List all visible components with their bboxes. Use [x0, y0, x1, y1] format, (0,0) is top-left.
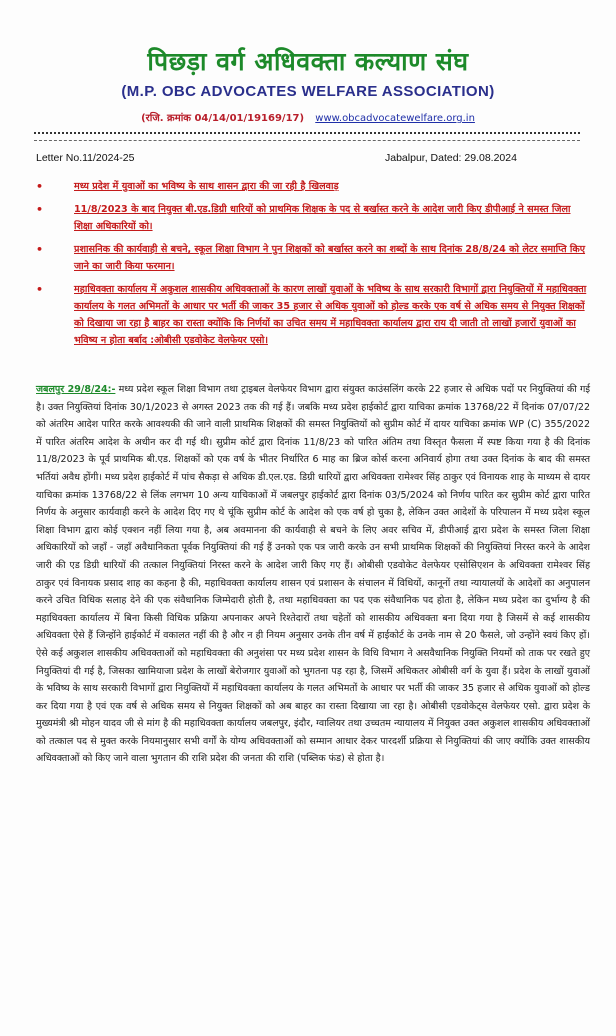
bullet-text: प्रशासनिक की कार्यवाही से बचने, स्कूल शिक्षा विभाग ने पुन शिक्षकों को बर्खास्त करने का शब्दों के साथ दिनांक 28/8/24 को लेटर समाप्ति किए जाने का जारी किया फरमान। — [74, 244, 586, 272]
bullet-text: महाधिवक्ता कार्यालय में अकुशल शासकीय अधिवक्ताओं के कारण लाखों युवाओं के भविष्य के साथ सरकारी विभागों द्वारा नियुक्तियों में महाधिवक्ता कार्यालय के गलत अभिमतों के आधार पर भर्ती की जाकर 35 हजार से अधिक युवाओं को होल्ड करके एक वर्ष से अधिक समय से नियुक्त शिक्षकों को दिखाया जा रहा है बाहर का रास्ता क्योंकि कि निर्णयों का उचित समय में महाधिवक्ता कार्यालय द्वारा राय दी जाती तो लाखों हजारों युवाओं का भविष्य न होता बर्बाद :ओबीसी एडवोकेट वेलफेयर एसो। — [74, 284, 587, 346]
dateline: जबलपुर 29/8/24:- — [36, 384, 116, 395]
bullet-icon: • — [36, 180, 44, 193]
bullet-icon: • — [36, 243, 44, 256]
registration-line — [0, 110, 616, 124]
bullet-item — [36, 178, 592, 195]
registration-number: (रजि. क्रमांक 04/14/01/19169/17) — [141, 113, 305, 124]
association-title-english: (M.P. OBC ADVOCATES WELFARE ASSOCIATION) — [121, 83, 495, 100]
bullet-icon: • — [36, 203, 44, 216]
press-release-body — [36, 381, 590, 768]
bullet-text: मध्य प्रदेश में युवाओं का भविष्य के साथ शासन द्वारा की जा रही है खिलवाड़ — [74, 181, 339, 192]
bullet-item — [36, 281, 592, 349]
body-text: मध्य प्रदेश स्कूल शिक्षा विभाग तथा ट्राइबल वेलफेयर विभाग द्वारा संयुक्त काउंसलिंग करके 22 हजार से अधिक पदों पर नियुक्तियां की गई है। उक्त नियुक्तियां दिनांक 30/1/2023 से अगस्त 2023 तक की गई हैं। जबकि मध्य प्रदेश हाईकोर्ट द्वारा याचिका क्रमांक 13768/22 में दिनांक 07/07/22 को अंतरिम आदेश पारित करके आवश्यकी की जाने वाली प्राथमिक शिक्षकों की समस्त नियुक्तियों को सुप्रीम कोर्ट में दायर याचिका क्रमांक WP (C) 355/2022 में पारित अंतरिम आदेश के अधीन कर दी गई थी। सुप्रीम कोर्ट द्वारा दिनांक 11/8/23 को पारित अंतिम तथा विस्तृत फैसला में स्पष्ट किया गया है की दिनांक 11/8/2023 के पूर्व प्राथमिक बी.एड. शिक्षकों को एक वर्ष के भीतर निर्धारित 6 माह का ब्रिज कोर्स करना अनिवार्य होगा तथा उक्त दिनांक के बाद की समस्त भर्तियां अवैध होंगी। मध्य प्रदेश हाईकोर्ट में पांच सैकड़ा से अधिक डी.एल.एड. डिग्री धारियों द्वारा अधिवक्ता रामेश्वर सिंह ठाकुर एवं विनायक शाह के माध्यम से दायर याचिका क्रमांक 13768/22 से लिंक लगभग 10 अन्य याचिकाओं में जबलपुर हाईकोर्ट द्वारा दिनांक 03/5/2024 को निर्णय पारित कर सुप्रीम कोर्ट द्वारा पारित निर्णय के अनुसार कार्यवाही करने के आदेश दिए गए थे चूंकि सुप्रीम कोर्ट के आदेश को एक वर्ष हो चुका है, लेकिन उक्त आदेशों के परिपालन में मध्य प्रदेश स्कूल शिक्षा विभाग द्वारा कोई एक्शन नहीं लिया गया है, अब अवमानना की कार्यवाही से बचने के लिए अवर सचिव में, डीपीआई द्वारा प्रदेश के समस्त जिला शिक्षा अधिकारियों को जहाँ - जहाँ अवैधानिकता पूर्वक नियुक्तियां की गई हैं उनको एक पत्र जारी करके उन सभी प्राथमिक शिक्षकों की नियुक्तियां निरस्त करने के आदेश जारी की एड डिग्री धारियों की तत्काल नियुक्तियां निरस्त करने के आदेश जारी किए गए हैं। ओबीसी एडवोकेट वेलफेयर एसोसिएशन के अधिवक्ता रामेश्वर सिंह ठाकुर एवं विनायक प्रसाद शाह का कहना है की, महाधिवक्ता कार्यालय शासन एवं प्रशासन के संचालन में विधियों, कानूनों तथा न्यायालयों के आदेशों का अनुपालन करने उचित विधिक सलाह देने की एक संवैधानिक जिम्मेदारी होती है, तथा महाधिवक्ता का पद एक संवैधानिक पद होता है, लेकिन मध्य प्रदेश का दुर्भाग्य है की महाधिवक्ता कार्यालय में बिना किसी विधिक प्रक्रिया अपनाकर अपने रिश्तेदारों तथा चहेतों को शासकीय अधिवक्ता बना दिया गया है जिसमें से कई शासकीय अधिवक्ता ऐसे हैं जिन्होंने हाईकोर्ट में वकालत नहीं की है और न ही नियम अनुसार उनके तीन वर्ष में हाईकोर्ट के उनके नाम से 20 फैसले, जो उन्होंने स्वयं किए हों। ऐसे कई अकुशल शासकीय अधिवक्ताओं को महाधिवक्ता की अनुशंसा पर मध्य प्रदेश शासन के विधि विभाग ने असवैधानिक नियुक्ति नियमों को ताक पर रखते हुए नियुक्तियां दी गई है, जिसका खामियाजा प्रदेश के लाखों बेरोजगार युवाओं को भुगतना पड़ रहा है, जिसमें अधिकतर ओबीसी वर्ग के युवा हैं। प्रदेश के लाखों युवाओं के भविष्य के साथ सरकारी विभागों द्वारा नियुक्तियों में महाधिवक्ता कार्यालय के गलत अभिमतों के आधार पर भर्ती की जाकर 35 हजार से अधिक युवाओं को होल्ड कर दिया गया है एवं एक वर्ष से अधिक समय से नियुक्त शिक्षकों को अब बाहर का रास्ता दिखाया जा रहा है। ओबीसी एडवोकेट्स वेलफेयर एसो. द्वारा प्रदेश के मुख्यमंत्री श्री मोहन यादव जी से मांग है की महाधिवक्ता कार्यालय जबलपुर, इंदौर, ग्वालियर तथा उच्चतम न्यायालय में नियुक्त उक्त अकुशल शासकीय अधिवक्ताओं को तत्काल पद से मुक्त करके नियमानुसार सभी वर्गों के योग्य अधिवक्ताओं को सम्मान आधार देकर पारदर्शी प्रक्रिया से नियुक्तियां की जाए क्योंकि उक्त शासकीय अधिवक्ताओं को किए जाने वाला भुगतान की राशि प्रदेश की जनता की राशि (पब्लिक फंड) से होता है। — [36, 384, 590, 765]
divider-bottom — [34, 140, 580, 141]
letter-number: Letter No.11/2024-25 — [36, 152, 135, 164]
headline-bullets — [36, 178, 592, 355]
bullet-text: 11/8/2023 के बाद नियुक्त बी.एड.डिग्री धारियों को प्राथमिक शिक्षक के पद से बर्खास्त करने के आदेश जारी किए डीपीआई ने समस्त जिला शिक्षा अधिकारियों को। — [74, 204, 571, 232]
association-title-hindi: पिछड़ा वर्ग अधिवक्ता कल्याण संघ — [147, 47, 469, 76]
website-link[interactable]: www.obcadvocatewelfare.org.in — [315, 113, 475, 124]
bullet-icon: • — [36, 283, 44, 296]
bullet-item — [36, 201, 592, 235]
divider-top — [34, 132, 580, 134]
letter-place-date: Jabalpur, Dated: 29.08.2024 — [385, 152, 517, 164]
bullet-item — [36, 241, 592, 275]
